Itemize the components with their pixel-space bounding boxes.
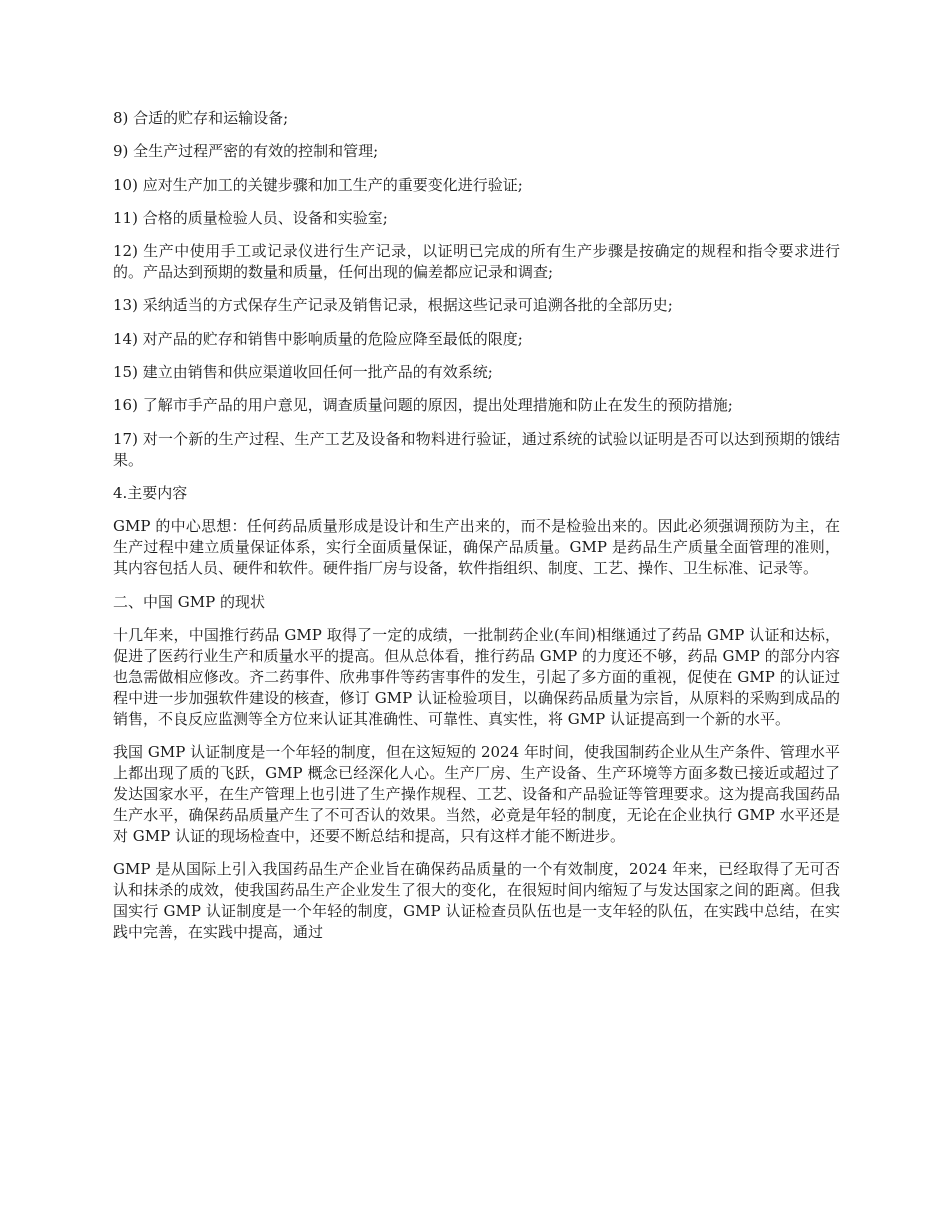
section-heading-main-content: 4.主要内容	[113, 483, 188, 502]
list-item-17: 17) 对一个新的生产过程、生产工艺及设备和物料进行验证，通过系统的试验以证明是否可以达到预期的饿结果。	[113, 429, 840, 469]
section-heading-china-gmp-status: 二、中国 GMP 的现状	[113, 592, 265, 611]
paragraph-gmp-core-idea: GMP 的中心思想：任何药品质量形成是设计和生产出来的，而不是检验出来的。因此必须强调预防为主，在生产过程中建立质量保证体系，实行全面质量保证，确保产品质量。GMP 是药品生产质量全面管理的准则，其内容包括人员、硬件和软件。硬件指厂房与设备，软件指组织、制度、工艺、操作、卫生标准、记录等。	[113, 517, 840, 578]
list-item-14: 14) 对产品的贮存和销售中影响质量的危险应降至最低的限度;	[113, 329, 523, 348]
paragraph-gmp-certification-system: 我国 GMP 认证制度是一个年轻的制度，但在这短短的 2024 年时间，使我国制药企业从生产条件、管理水平上都出现了质的飞跃，GMP 概念已经深化人心。生产厂房、生产设备、生产环境等方面多数已接近或超过了发达国家水平，在生产管理上也引进了生产操作规程、工艺、设备和产品验证等管理要求。这为提高我国药品生产水平，确保药品质量产生了不可否认的效果。当然，必竟是年轻的制度，无论在企业执行 GMP 水平还是对 GMP 认证的现场检查中，还要不断总结和提高，只有这样才能不断进步。	[113, 743, 840, 846]
list-item-12: 12) 生产中使用手工或记录仪进行生产记录，以证明已完成的所有生产步骤是按确定的规程和指令要求进行的。产品达到预期的数量和质量，任何出现的偏差都应记录和调查;	[113, 242, 840, 282]
list-item-8: 8) 合适的贮存和运输设备;	[113, 109, 289, 127]
list-item-9: 9) 全生产过程严密的有效的控制和管理;	[113, 142, 379, 161]
list-item-13: 13) 采纳适当的方式保存生产记录及销售记录，根据这些记录可追溯各批的全部历史;	[113, 296, 673, 315]
paragraph-gmp-introduction: GMP 是从国际上引入我国药品生产企业旨在确保药品质量的一个有效制度，2024 年来，已经取得了无可否认和抹杀的成效，使我国药品生产企业发生了很大的变化，在很短时间内缩短了与发达国家之间的距离。但我国实行 GMP 认证制度是一个年轻的制度，GMP 认证检查员队伍也是一支年轻的队伍，在实践中总结，在实践中完善，在实践中提高，通过	[113, 860, 840, 942]
list-item-11: 11) 合格的质量检验人员、设备和实验室;	[113, 208, 388, 227]
document-body	[113, 108, 840, 956]
paragraph-china-gmp-progress: 十几年来，中国推行药品 GMP 取得了一定的成绩，一批制药企业(车间)相继通过了药品 GMP 认证和达标，促进了医药行业生产和质量水平的提高。但从总体看，推行药品 GMP 的力度还不够，药品 GMP 的部分内容也急需做相应修改。齐二药事件、欣弗事件等药害事件的发生，引起了多方面的重视，促使在 GMP 的认证过程中进一步加强软件建设的核查，修订 GMP 认证检验项目，以确保药品质量为宗旨，从原料的采购到成品的销售，不良反应监测等全方位来认证其准确性、可靠性、真实性，将 GMP 认证提高到一个新的水平。	[113, 625, 840, 728]
list-item-10: 10) 应对生产加工的关键步骤和加工生产的重要变化进行验证;	[113, 175, 523, 194]
list-item-16: 16) 了解市手产品的用户意见，调查质量问题的原因，提出处理措施和防止在发生的预防措施;	[113, 396, 733, 415]
list-item-15: 15) 建立由销售和供应渠道收回任何一批产品的有效系统;	[113, 363, 493, 382]
